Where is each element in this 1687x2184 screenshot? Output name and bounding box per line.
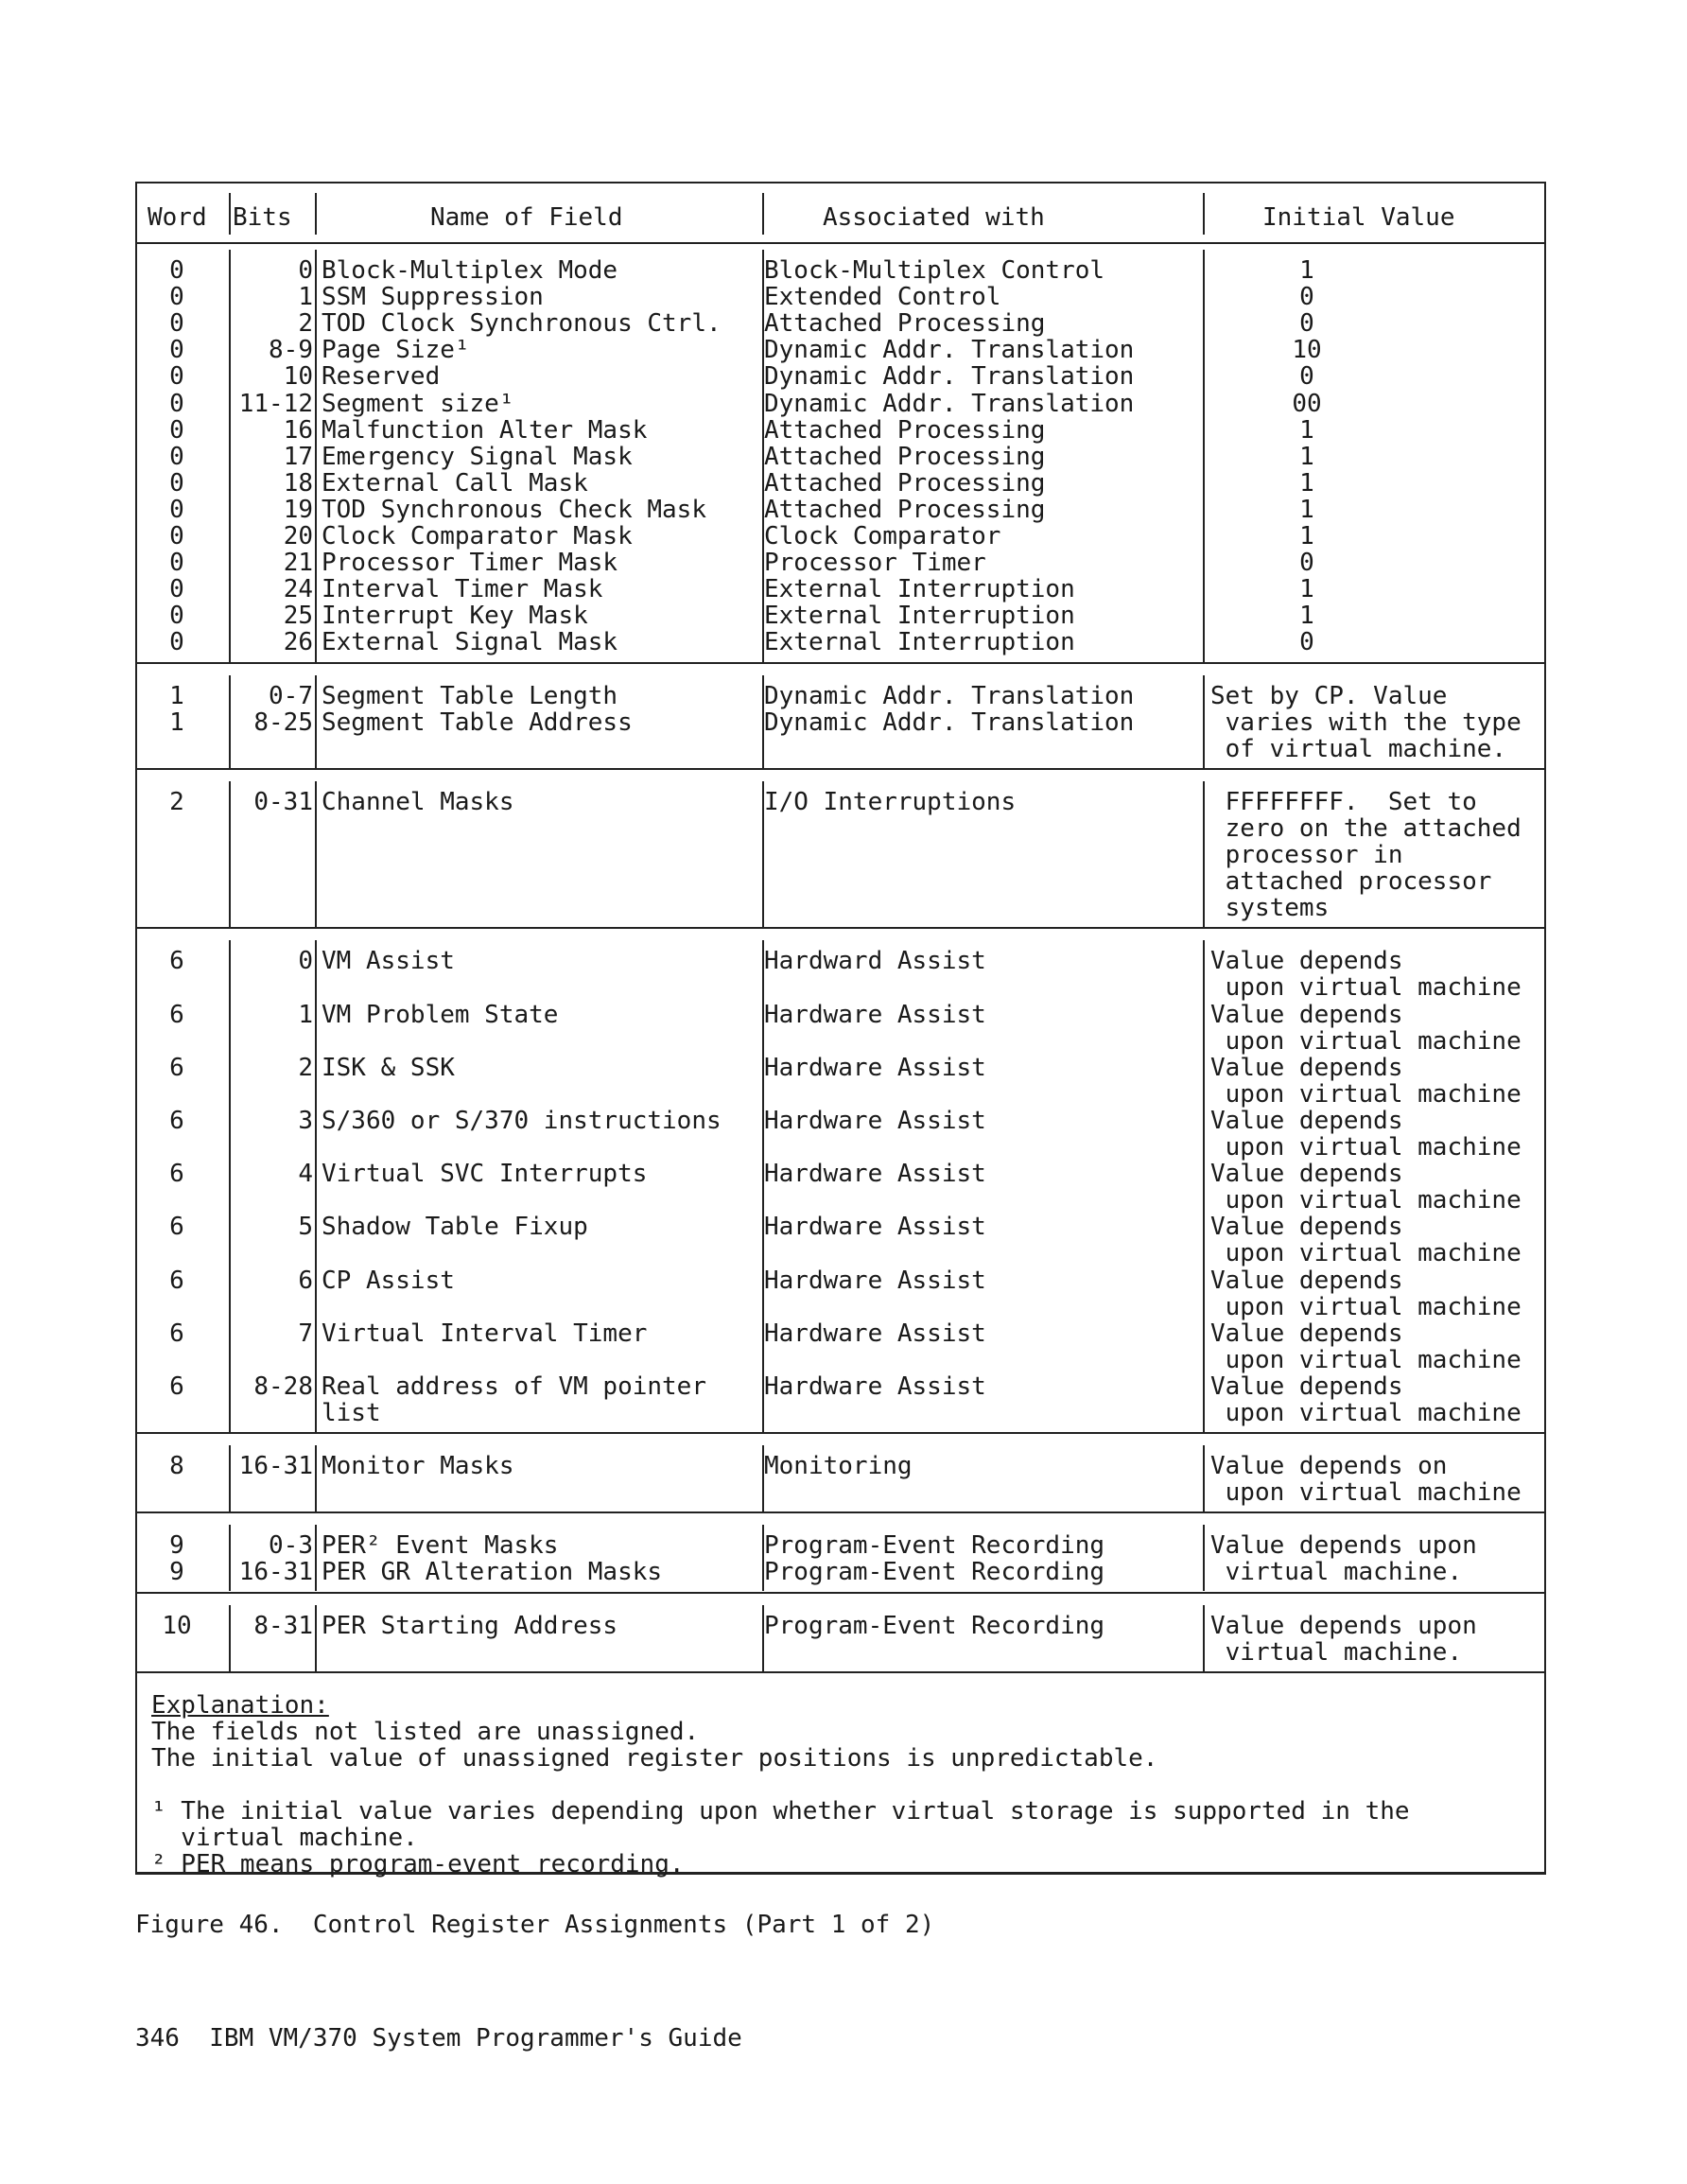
cell-word: 6 xyxy=(169,1213,184,1242)
cell-initial-value: Value depends xyxy=(1210,1000,1403,1029)
cell-field-name: VM Assist xyxy=(322,947,455,976)
cell-word: 0 xyxy=(169,549,184,578)
cell-bits: 19 xyxy=(283,495,313,524)
cell-bits: 1 xyxy=(298,283,313,312)
cell-field-name: TOD Synchronous Check Mask xyxy=(322,495,706,524)
cell-associated-with: I/O Interruptions xyxy=(764,787,1017,816)
cell-bits: 4 xyxy=(298,1160,313,1189)
cell-associated-with: Dynamic Addr. Translation xyxy=(764,708,1135,737)
cell-initial-value: 1 xyxy=(1299,495,1314,524)
cell-initial-value: upon virtual machine xyxy=(1210,1399,1522,1427)
cell-bits: 2 xyxy=(298,309,313,339)
cell-associated-with: External Interruption xyxy=(764,602,1075,631)
cell-bits: 0-3 xyxy=(269,1531,313,1561)
cell-bits: 21 xyxy=(283,549,313,578)
cell-bits: 1 xyxy=(298,1000,313,1029)
cell-bits: 8-25 xyxy=(253,708,313,737)
cell-associated-with: Monitoring xyxy=(764,1452,913,1481)
cell-field-name: PER² Event Masks xyxy=(322,1531,559,1561)
cell-initial-value: virtual machine. xyxy=(1210,1558,1463,1587)
cell-bits: 11-12 xyxy=(238,389,313,418)
explanation-line: ² PER means program-event recording. xyxy=(151,1850,685,1879)
cell-initial-value: Value depends xyxy=(1210,1213,1403,1242)
column-rule xyxy=(1203,250,1205,662)
cell-initial-value: Value depends on xyxy=(1210,1452,1448,1481)
table-rule xyxy=(135,662,1546,664)
cell-initial-value: 1 xyxy=(1299,522,1314,550)
cell-associated-with: Dynamic Addr. Translation xyxy=(764,681,1135,710)
cell-bits: 10 xyxy=(283,362,313,392)
cell-associated-with: External Interruption xyxy=(764,575,1075,604)
cell-initial-value: varies with the type xyxy=(1210,708,1522,737)
table-rule xyxy=(135,242,1546,244)
column-rule xyxy=(315,1605,317,1671)
cell-initial-value: upon virtual machine xyxy=(1210,1133,1522,1162)
cell-associated-with: Hardware Assist xyxy=(764,1372,986,1401)
cell-initial-value: Value depends xyxy=(1210,1319,1403,1348)
explanation-heading: Explanation: xyxy=(151,1690,329,1720)
column-rule xyxy=(315,250,317,662)
cell-initial-value: 0 xyxy=(1299,549,1314,578)
cell-associated-with: Hardware Assist xyxy=(764,1160,986,1189)
cell-bits: 18 xyxy=(283,468,313,498)
column-rule xyxy=(1203,1525,1205,1591)
cell-bits: 24 xyxy=(283,575,313,604)
cell-bits: 16-31 xyxy=(238,1558,313,1587)
cell-associated-with: Attached Processing xyxy=(764,495,1046,524)
column-rule xyxy=(229,675,231,768)
cell-associated-with: Attached Processing xyxy=(764,415,1046,445)
cell-associated-with: Attached Processing xyxy=(764,309,1046,339)
cell-associated-with: Dynamic Addr. Translation xyxy=(764,336,1135,365)
cell-initial-value: upon virtual machine xyxy=(1210,1292,1522,1321)
cell-word: 9 xyxy=(169,1531,184,1561)
cell-word: 0 xyxy=(169,336,184,365)
cell-associated-with: Hardware Assist xyxy=(764,1213,986,1242)
cell-word: 1 xyxy=(169,681,184,710)
cell-word: 10 xyxy=(162,1611,192,1640)
table-rule xyxy=(135,1432,1546,1434)
column-rule xyxy=(762,193,764,235)
cell-initial-value: upon virtual machine xyxy=(1210,1079,1522,1109)
column-rule xyxy=(315,781,317,928)
column-rule xyxy=(762,1605,764,1671)
column-rule xyxy=(762,250,764,662)
cell-field-name: Clock Comparator Mask xyxy=(322,522,633,550)
cell-field-name: CP Assist xyxy=(322,1266,455,1295)
cell-word: 2 xyxy=(169,787,184,816)
cell-bits: 0-31 xyxy=(253,787,313,816)
cell-associated-with: Hardware Assist xyxy=(764,1319,986,1348)
cell-initial-value: 0 xyxy=(1299,362,1314,392)
cell-associated-with: External Interruption xyxy=(764,628,1075,657)
column-rule xyxy=(1203,940,1205,1432)
cell-initial-value: zero on the attached xyxy=(1210,813,1522,843)
cell-word: 8 xyxy=(169,1452,184,1481)
cell-bits: 8-28 xyxy=(253,1372,313,1401)
column-rule xyxy=(229,940,231,1432)
cell-word: 0 xyxy=(169,309,184,339)
column-rule xyxy=(315,675,317,768)
cell-bits: 3 xyxy=(298,1106,313,1135)
cell-field-name: PER Starting Address xyxy=(322,1611,618,1640)
column-rule xyxy=(315,940,317,1432)
cell-initial-value: Value depends upon xyxy=(1210,1531,1477,1561)
cell-word: 0 xyxy=(169,442,184,471)
column-rule xyxy=(229,1605,231,1671)
cell-field-name: External Call Mask xyxy=(322,468,588,498)
cell-word: 0 xyxy=(169,415,184,445)
explanation-line: The fields not listed are unassigned. xyxy=(151,1717,700,1746)
cell-initial-value: Value depends xyxy=(1210,1106,1403,1135)
cell-associated-with: Block-Multiplex Control xyxy=(764,256,1105,285)
cell-bits: 16-31 xyxy=(238,1452,313,1481)
cell-bits: 5 xyxy=(298,1213,313,1242)
cell-initial-value: of virtual machine. xyxy=(1210,734,1507,763)
cell-bits: 17 xyxy=(283,442,313,471)
cell-initial-value: Value depends xyxy=(1210,1053,1403,1082)
cell-field-name: Reserved xyxy=(322,362,441,392)
cell-word: 0 xyxy=(169,575,184,604)
table-rule xyxy=(135,1592,1546,1594)
cell-field-name: S/360 or S/370 instructions xyxy=(322,1106,722,1135)
cell-word: 0 xyxy=(169,468,184,498)
cell-bits: 26 xyxy=(283,628,313,657)
column-rule xyxy=(315,1525,317,1591)
cell-word: 6 xyxy=(169,1106,184,1135)
cell-initial-value: Value depends xyxy=(1210,1266,1403,1295)
cell-initial-value: Set by CP. Value xyxy=(1210,681,1448,710)
figure-caption: Figure 46. Control Register Assignments (Part 1 of 2) xyxy=(135,1911,935,1939)
cell-initial-value: Value depends upon xyxy=(1210,1611,1477,1640)
cell-initial-value: upon virtual machine xyxy=(1210,1345,1522,1374)
cell-associated-with: Hardware Assist xyxy=(764,1106,986,1135)
cell-bits: 6 xyxy=(298,1266,313,1295)
table-rule xyxy=(135,927,1546,929)
cell-associated-with: Extended Control xyxy=(764,283,1001,312)
column-rule xyxy=(229,781,231,928)
cell-initial-value: upon virtual machine xyxy=(1210,1478,1522,1508)
column-rule xyxy=(229,250,231,662)
column-rule xyxy=(229,193,231,235)
cell-field-name: Shadow Table Fixup xyxy=(322,1213,588,1242)
explanation-line: The initial value of unassigned register positions is unpredictable. xyxy=(151,1743,1158,1773)
cell-bits: 8-31 xyxy=(253,1611,313,1640)
cell-initial-value: Value depends xyxy=(1210,947,1403,976)
column-rule xyxy=(1203,1605,1205,1671)
cell-associated-with: Attached Processing xyxy=(764,442,1046,471)
column-rule xyxy=(315,1445,317,1511)
header-assoc: Associated with xyxy=(823,203,1045,232)
column-rule xyxy=(229,1525,231,1591)
cell-initial-value: upon virtual machine xyxy=(1210,1186,1522,1215)
column-rule xyxy=(1203,781,1205,928)
cell-field-name: SSM Suppression xyxy=(322,283,544,312)
cell-field-name: TOD Clock Synchronous Ctrl. xyxy=(322,309,722,339)
cell-bits: 25 xyxy=(283,602,313,631)
explanation-line: virtual machine. xyxy=(151,1824,418,1853)
cell-bits: 0 xyxy=(298,947,313,976)
cell-word: 0 xyxy=(169,522,184,550)
cell-associated-with: Processor Timer xyxy=(764,549,986,578)
cell-associated-with: Dynamic Addr. Translation xyxy=(764,362,1135,392)
cell-initial-value: 1 xyxy=(1299,256,1314,285)
column-rule xyxy=(1203,1445,1205,1511)
cell-initial-value: upon virtual machine xyxy=(1210,1026,1522,1056)
cell-field-name: Malfunction Alter Mask xyxy=(322,415,648,445)
cell-field-name: Virtual Interval Timer xyxy=(322,1319,648,1348)
header-word: Word xyxy=(148,203,207,232)
page-footer: 346 IBM VM/370 System Programmer's Guide xyxy=(135,2024,742,2053)
cell-field-name: ISK & SSK xyxy=(322,1053,455,1082)
cell-associated-with: Dynamic Addr. Translation xyxy=(764,389,1135,418)
cell-initial-value: processor in xyxy=(1210,841,1403,869)
explanation-line: ¹ The initial value varies depending upon whether virtual storage is supported in the xyxy=(151,1797,1410,1826)
header-bits: Bits xyxy=(233,203,292,232)
cell-initial-value: 1 xyxy=(1299,415,1314,445)
cell-associated-with: Hardware Assist xyxy=(764,1000,986,1029)
cell-field-name: Segment Table Length xyxy=(322,681,618,710)
cell-word: 0 xyxy=(169,256,184,285)
cell-field-name: Real address of VM pointer xyxy=(322,1372,706,1401)
cell-bits: 0-7 xyxy=(269,681,313,710)
cell-initial-value: Value depends xyxy=(1210,1372,1403,1401)
cell-word: 9 xyxy=(169,1558,184,1587)
cell-field-name: Monitor Masks xyxy=(322,1452,514,1481)
cell-associated-with: Clock Comparator xyxy=(764,522,1001,550)
table-rule xyxy=(135,768,1546,770)
cell-initial-value: 00 xyxy=(1292,389,1322,418)
cell-initial-value: 1 xyxy=(1299,602,1314,631)
cell-associated-with: Program-Event Recording xyxy=(764,1558,1105,1587)
cell-bits: 20 xyxy=(283,522,313,550)
cell-field-name: list xyxy=(322,1399,381,1427)
cell-initial-value: upon virtual machine xyxy=(1210,1239,1522,1268)
cell-field-name: External Signal Mask xyxy=(322,628,618,657)
cell-field-name: Block-Multiplex Mode xyxy=(322,256,618,285)
column-rule xyxy=(315,193,317,235)
header-name: Name of Field xyxy=(430,203,623,232)
cell-field-name: Virtual SVC Interrupts xyxy=(322,1160,648,1189)
cell-associated-with: Hardware Assist xyxy=(764,1266,986,1295)
column-rule xyxy=(762,781,764,928)
cell-initial-value: 10 xyxy=(1292,336,1322,365)
cell-word: 0 xyxy=(169,628,184,657)
column-rule xyxy=(1203,193,1205,235)
cell-associated-with: Hardware Assist xyxy=(764,1053,986,1082)
cell-word: 6 xyxy=(169,1000,184,1029)
cell-initial-value: virtual machine. xyxy=(1210,1637,1463,1667)
column-rule xyxy=(229,1445,231,1511)
cell-word: 6 xyxy=(169,1319,184,1348)
cell-word: 6 xyxy=(169,1053,184,1082)
column-rule xyxy=(762,1445,764,1511)
cell-associated-with: Program-Event Recording xyxy=(764,1531,1105,1561)
cell-initial-value: attached processor xyxy=(1210,867,1492,897)
cell-word: 6 xyxy=(169,1266,184,1295)
cell-initial-value: Value depends xyxy=(1210,1160,1403,1189)
column-rule xyxy=(762,1525,764,1591)
cell-word: 0 xyxy=(169,495,184,524)
cell-initial-value: systems xyxy=(1210,894,1330,923)
cell-initial-value: FFFFFFFF. Set to xyxy=(1210,787,1477,816)
cell-word: 1 xyxy=(169,708,184,737)
cell-initial-value: 0 xyxy=(1299,283,1314,312)
table-rule xyxy=(135,1511,1546,1513)
cell-word: 0 xyxy=(169,362,184,392)
cell-associated-with: Attached Processing xyxy=(764,468,1046,498)
header-initial: Initial Value xyxy=(1262,203,1455,232)
cell-field-name: Processor Timer Mask xyxy=(322,549,618,578)
column-rule xyxy=(762,940,764,1432)
cell-bits: 2 xyxy=(298,1053,313,1082)
cell-word: 6 xyxy=(169,1160,184,1189)
cell-field-name: Emergency Signal Mask xyxy=(322,442,633,471)
cell-field-name: Segment size¹ xyxy=(322,389,514,418)
cell-field-name: PER GR Alteration Masks xyxy=(322,1558,663,1587)
cell-word: 0 xyxy=(169,283,184,312)
cell-initial-value: upon virtual machine xyxy=(1210,973,1522,1003)
column-rule xyxy=(762,675,764,768)
cell-initial-value: 0 xyxy=(1299,309,1314,339)
cell-bits: 8-9 xyxy=(269,336,313,365)
cell-field-name: Interval Timer Mask xyxy=(322,575,603,604)
cell-initial-value: 1 xyxy=(1299,575,1314,604)
cell-bits: 0 xyxy=(298,256,313,285)
cell-word: 6 xyxy=(169,947,184,976)
cell-bits: 16 xyxy=(283,415,313,445)
cell-field-name: Interrupt Key Mask xyxy=(322,602,588,631)
cell-initial-value: 0 xyxy=(1299,628,1314,657)
cell-initial-value: 1 xyxy=(1299,468,1314,498)
cell-initial-value: 1 xyxy=(1299,442,1314,471)
cell-word: 0 xyxy=(169,389,184,418)
cell-bits: 7 xyxy=(298,1319,313,1348)
column-rule xyxy=(1203,675,1205,768)
cell-associated-with: Program-Event Recording xyxy=(764,1611,1105,1640)
cell-field-name: Segment Table Address xyxy=(322,708,633,737)
cell-associated-with: Hardward Assist xyxy=(764,947,986,976)
cell-field-name: Channel Masks xyxy=(322,787,514,816)
cell-field-name: Page Size¹ xyxy=(322,336,470,365)
table-rule xyxy=(135,1671,1546,1673)
cell-field-name: VM Problem State xyxy=(322,1000,559,1029)
cell-word: 6 xyxy=(169,1372,184,1401)
cell-word: 0 xyxy=(169,602,184,631)
